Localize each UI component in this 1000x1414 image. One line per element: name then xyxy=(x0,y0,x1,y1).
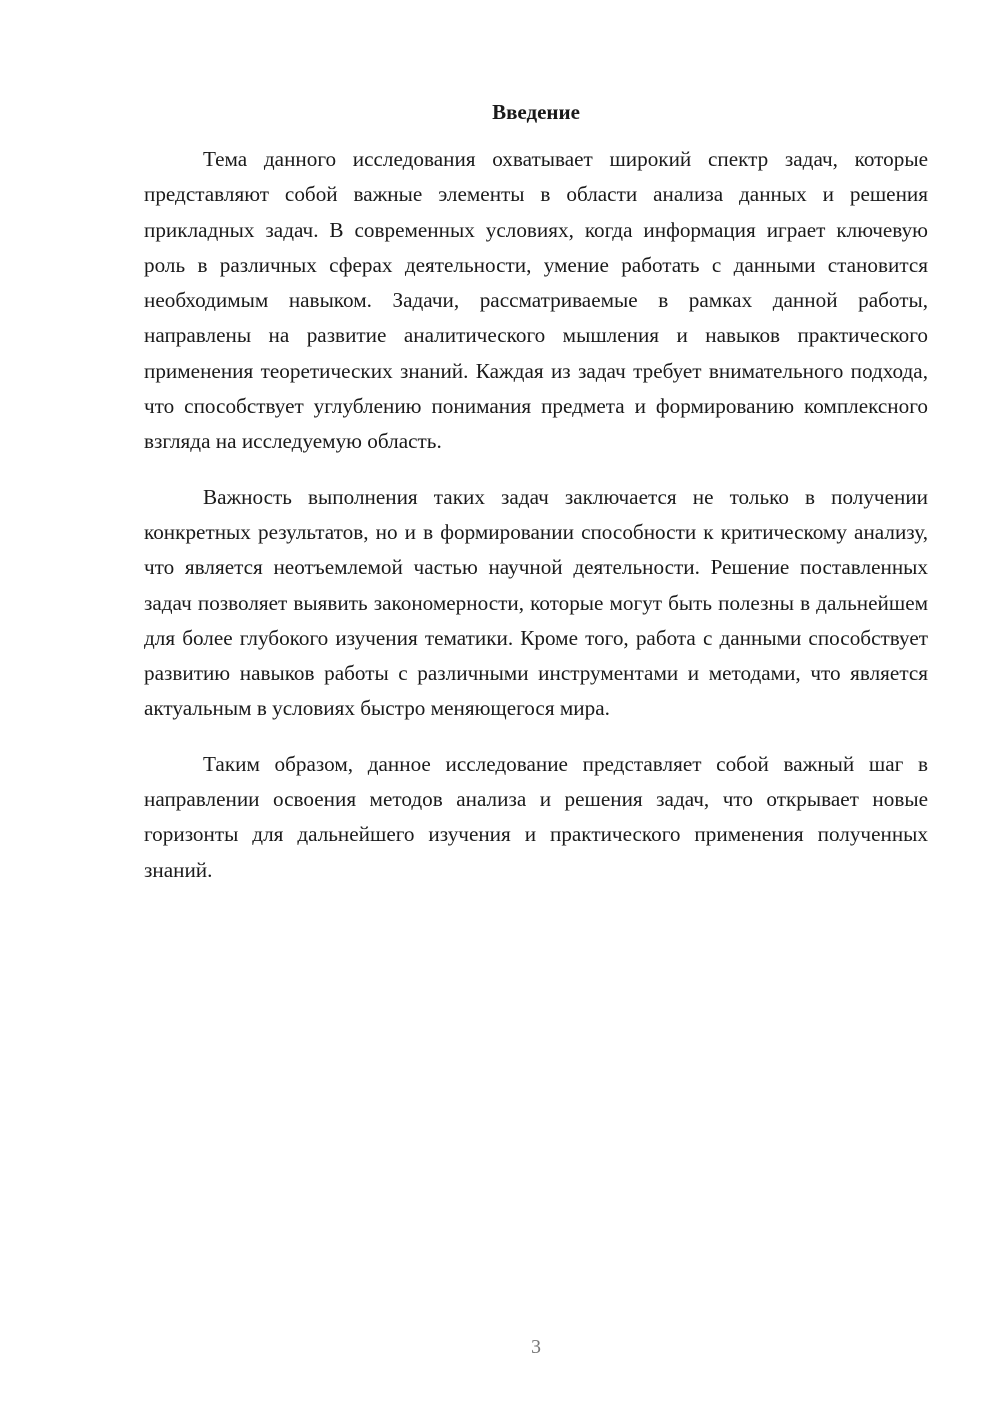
page-title: Введение xyxy=(492,100,580,124)
paragraph-1: Тема данного исследования охватывает широкий спектр задач, которые представляют собой важные элементы в области анализа данных и решения прикладных задач. В современных условиях, когда информация играет ключевую роль в различных сферах деятельности, умение работать с данными становится необходимым навыком. Задачи, рассматриваемые в рамках данной работы, направлены на развитие аналитического мышления и навыков практического применения теоретических знаний. Каждая из задач требует внимательного подхода, что способствует углублению понимания предмета и формированию комплексного взгляда на исследуемую область. xyxy=(144,147,928,454)
body-text xyxy=(144,142,928,908)
paragraph-2: Важность выполнения таких задач заключается не только в получении конкретных результатов, но и в формировании способности к критическому анализу, что является неотъемлемой частью научной деятельности. Решение поставленных задач позволяет выявить закономерности, которые могут быть полезны в дальнейшем для более глубокого изучения тематики. Кроме того, работа с данными способствует развитию навыков работы с различными инструментами и методами, что является актуальным в условиях быстро меняющегося мира. xyxy=(144,484,928,721)
paragraph-3: Таким образом, данное исследование представляет собой важный шаг в направлении освоения методов анализа и решения задач, что открывает новые горизонты для дальнейшего изучения и практического применения полученных знаний. xyxy=(144,751,928,882)
page-number: 3 xyxy=(531,1336,541,1358)
